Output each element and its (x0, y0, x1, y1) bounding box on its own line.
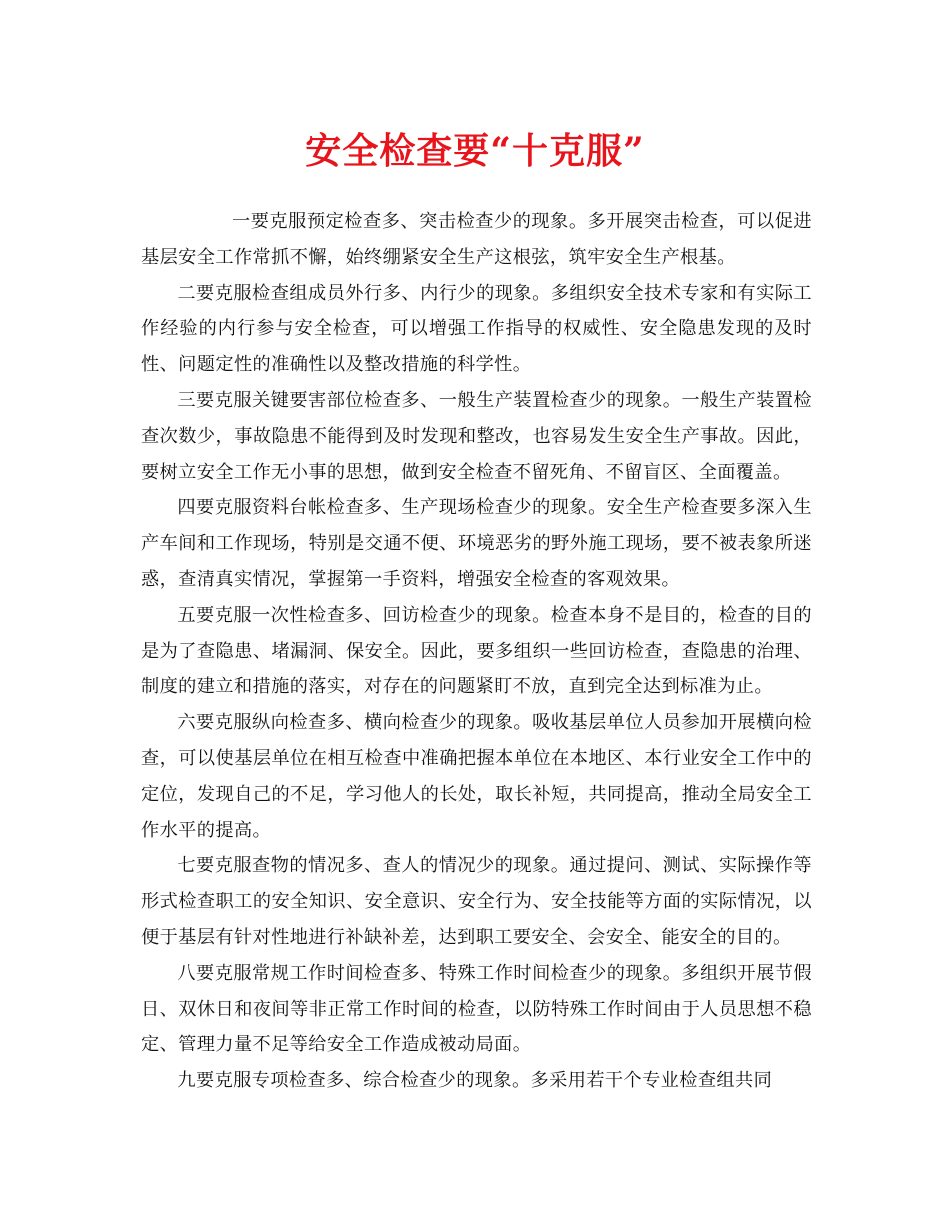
paragraph-7: 七要克服查物的情况多、查人的情况少的现象。通过提问、测试、实际操作等形式检查职工的安全知识、安全意识、安全行为、安全技能等方面的实际情况，以便于基层有针对性地进行补缺补差，达到职工要安全、会安全、能安全的目的。 (141, 855, 812, 948)
paragraph-3: 三要克服关键要害部位检查多、一般生产装置检查少的现象。一般生产装置检查次数少，事故隐患不能得到及时发现和整改，也容易发生安全生产事故。因此，要树立安全工作无小事的思想，做到安全检查不留死角、不留盲区、全面覆盖。 (141, 389, 812, 483)
paragraph-4: 四要克服资料台帐检查多、生产现场检查少的现象。安全生产检查要多深入生产车间和工作现场，特别是交通不便、环境恶劣的野外施工现场，要不被表象所迷惑，查清真实情况，掌握第一手资料，增强安全检查的客观效果。 (141, 497, 812, 590)
paragraph-9: 九要克服专项检查多、综合检查少的现象。多采用若干个专业检查组共同 (177, 1070, 773, 1092)
paragraph-5: 五要克服一次性检查多、回访检查少的现象。检查本身不是目的，检查的目的是为了查隐患、堵漏洞、保安全。因此，要多组织一些回访检查，查隐患的治理、制度的建立和措施的落实，对存在的问题紧盯不放，直到完全达到标准为止。 (141, 604, 812, 698)
document-body (141, 204, 812, 1099)
paragraph-2: 二要克服检查组成员外行多、内行少的现象。多组织安全技术专家和有实际工作经验的内行参与安全检查，可以增强工作指导的权威性、安全隐患发现的及时性、问题定性的准确性以及整改措施的科学性。 (141, 282, 812, 376)
document-title: 安全检查要“十克服” (305, 130, 645, 172)
paragraph-1: 一要克服预定检查多、突击检查少的现象。多开展突击检查，可以促进基层安全工作常抓不懈，始终绷紧安全生产这根弦，筑牢安全生产根基。 (141, 211, 812, 268)
paragraph-6: 六要克服纵向检查多、横向检查少的现象。吸收基层单位人员参加开展横向检查，可以使基层单位在相互检查中准确把握本单位在本地区、本行业安全工作中的定位，发现自己的不足，学习他人的长处，取长补短，共同提高，推动全局安全工作水平的提高。 (141, 712, 812, 841)
paragraph-8: 八要克服常规工作时间检查多、特殊工作时间检查少的现象。多组织开展节假日、双休日和夜间等非正常工作时间的检查，以防特殊工作时间由于人员思想不稳定、管理力量不足等给安全工作造成被动局面。 (141, 962, 812, 1056)
